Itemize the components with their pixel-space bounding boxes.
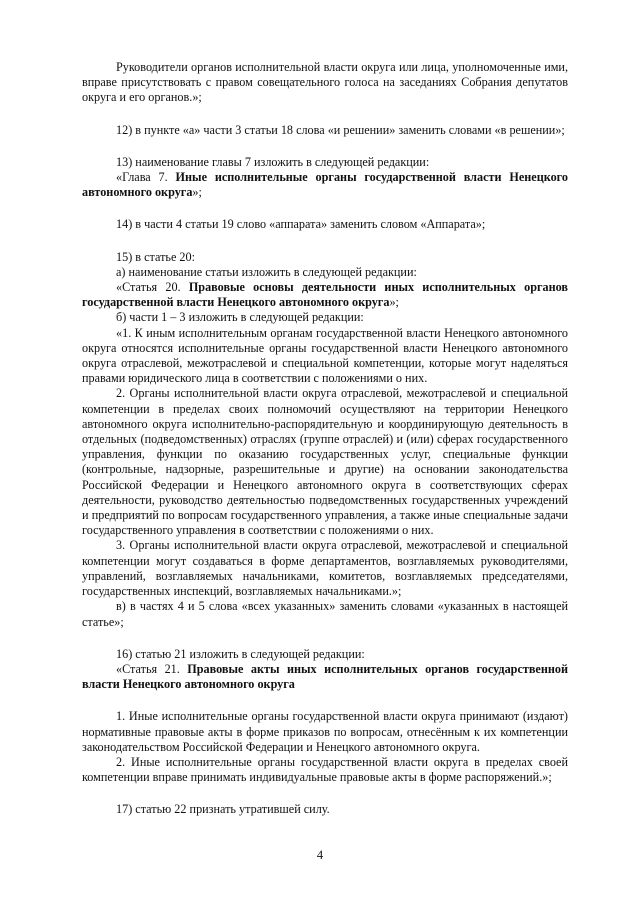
item-16: 16) статью 21 изложить в следующей редакции: <box>116 646 365 661</box>
article-20-part-1: «1. К иным исполнительным органам государственной власти Ненецкого автономного округа относятся исполнительные органы государственной власти Ненецкого автономного округа отраслевой, межотраслевой и специальной компетенции, которые могут наделяться правами юридического лица в соответствии с положениями о них. <box>82 325 568 386</box>
article-20-part-2: 2. Органы исполнительной власти округа отраслевой, межотраслевой и специальной компетенции в пределах своих полномочий осуществляют на территории Ненецкого автономного округа исполнительно-распорядительную и координирующую деятельность в отдельных (подведомственных) отраслях (группе отраслей) и (или) сферах государственного управления, функции по оказанию государственных услуг, специальные функции (контрольные, надзорные, разрешительные и другие) на основании законодательства Российской Федерации и Ненецкого автономного округа в соответствующих сферах деятельности, руководство деятельностью подведомственных государственных учреждений и предприятий по вопросам государственного управления, а также иные специальные задачи государственного управления в соответствии с положениями о них. <box>82 386 568 538</box>
item-12: 12) в пункте «а» части 3 статьи 18 слова «и решении» заменить словами «в решении»; <box>116 122 565 137</box>
article-20-part-3: 3. Органы исполнительной власти округа отраслевой, межотраслевой и специальной компетенции могут создаваться в форме департаментов, возглавляемых руководителями, управлений, возглавляемых начальниками, комитетов, возглавляемых председателями, государственных инспекций, возглавляемых начальниками.»; <box>82 538 568 599</box>
item-15-v: в) в частях 4 и 5 слова «всех указанных» заменить словами «указанных в настоящей статье»; <box>82 599 568 629</box>
item-15-a: а) наименование статьи изложить в следующей редакции: <box>116 264 417 279</box>
article-21-title: Правовые акты иных исполнительных органов государственной власти Ненецкого автономного округа <box>82 661 569 692</box>
chapter-7-prefix: «Глава 7. <box>116 170 176 185</box>
article-20-title: Правовые основы деятельности иных исполнительных органов государственной власти Ненецкого автономного округа <box>82 280 568 310</box>
paragraph-intro: Руководители органов исполнительной власти округа или лица, уполномоченные ими, вправе присутствовать с правом совещательного голоса на заседаниях Собрания депутатов округа и его органов.»; <box>82 60 568 105</box>
chapter-7-suffix: »; <box>192 185 202 200</box>
article-21-heading <box>82 662 568 692</box>
chapter-7-heading <box>82 170 568 200</box>
item-14: 14) в части 4 статьи 19 слово «аппарата» заменить словом «Аппарата»; <box>116 217 486 232</box>
item-15: 15) в статье 20: <box>116 249 195 264</box>
article-21-part-1: 1. Иные исполнительные органы государственной власти округа принимают (издают) нормативные правовые акты в форме приказов по вопросам, отнесённым к их компетенции законодательством Российской Федерации и Ненецкого автономного округа. <box>82 709 568 754</box>
item-17: 17) статью 22 признать утратившей силу. <box>116 802 330 817</box>
item-13: 13) наименование главы 7 изложить в следующей редакции: <box>116 154 430 169</box>
item-15-b: б) части 1 – 3 изложить в следующей редакции: <box>116 310 364 325</box>
page-number: 4 <box>316 848 324 862</box>
article-20-prefix: «Статья 20. <box>116 280 189 295</box>
article-20-suffix: »; <box>389 295 399 310</box>
article-21-part-2: 2. Иные исполнительные органы государственной власти округа в пределах своей компетенции вправе принимать индивидуальные правовые акты в форме распоряжений.»; <box>82 754 568 785</box>
chapter-7-title: Иные исполнительные органы государственной власти Ненецкого автономного округа <box>82 170 568 200</box>
document-body <box>82 60 568 818</box>
article-20-heading <box>82 280 568 310</box>
article-21-prefix: «Статья 21. <box>116 661 188 676</box>
